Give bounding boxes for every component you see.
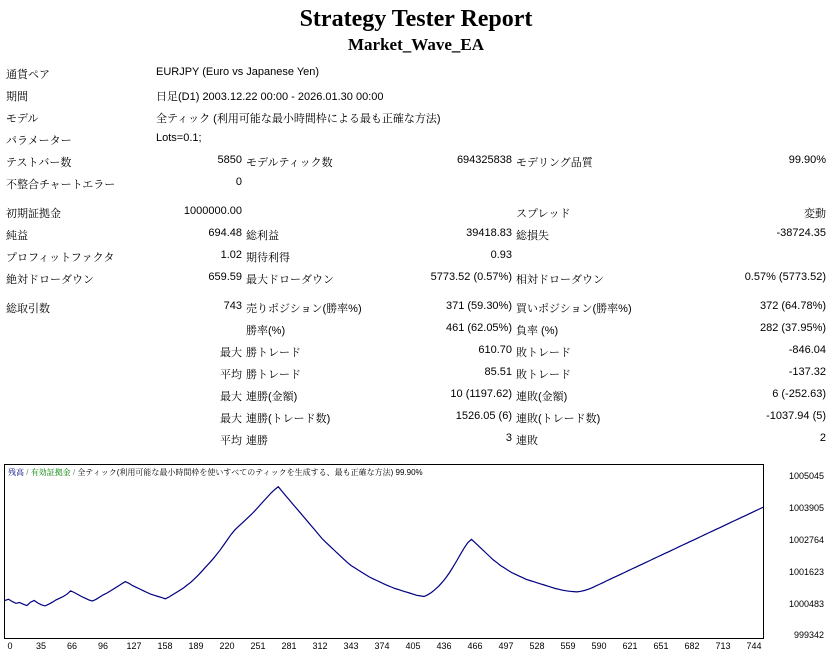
- spacer-cell: [4, 341, 154, 363]
- spacer-cell: [4, 319, 154, 341]
- avg-consec-losses-value: 2: [819, 432, 827, 444]
- avg-consec-wins-label: 連勝: [246, 435, 268, 447]
- x-tick-24: 744: [746, 641, 762, 651]
- x-tick-21: 651: [653, 641, 669, 651]
- x-tick-17: 528: [529, 641, 545, 651]
- short-positions-label: 売りポジション(勝率%): [246, 303, 362, 315]
- spread-value: 変動: [804, 208, 827, 220]
- parameters-label: パラメーター: [6, 135, 72, 147]
- y-tick-2: 1002764: [788, 535, 824, 545]
- gross-loss-label: 総損失: [516, 230, 549, 242]
- report-table: [4, 63, 828, 451]
- profit-factor-value: 1.02: [220, 249, 242, 261]
- period-value: 日足(D1) 2003.12.22 00:00 - 2026.01.30 00:00: [156, 91, 384, 103]
- y-tick-5: 999342: [793, 630, 824, 640]
- x-tick-14: 436: [436, 641, 452, 651]
- absolute-dd-value: 659.59: [208, 271, 242, 283]
- symbol-label: 通貨ペア: [6, 69, 50, 81]
- page-title: Strategy Tester Report: [299, 6, 533, 32]
- chart-x-axis: [4, 641, 764, 659]
- largest-loss-value: -846.04: [788, 344, 827, 356]
- x-tick-3: 96: [97, 641, 109, 651]
- bars-value: 5850: [217, 154, 242, 166]
- ticks-value: 694325838: [456, 154, 512, 166]
- x-tick-13: 405: [405, 641, 421, 651]
- maximal-consec-profit-label: 連勝(トレード数): [246, 413, 331, 425]
- chart-y-axis: [766, 464, 824, 639]
- spacer-cell: [514, 173, 664, 195]
- max-consec-losses-value: 6 (-252.63): [772, 388, 827, 400]
- max-consec-wins-value: 10 (1197.62): [450, 388, 512, 400]
- table-row: [4, 151, 828, 173]
- expected-payoff-value: 0.93: [490, 249, 512, 261]
- equity-chart: [4, 464, 826, 664]
- spacer-cell: [4, 407, 154, 429]
- model-value: 全ティック (利用可能な最小時間枠による最も正確な方法): [156, 113, 441, 125]
- legend-separator-2: /: [72, 468, 76, 477]
- average-loss-label: 敗トレード: [516, 369, 571, 381]
- spacer-cell: [394, 195, 514, 224]
- x-tick-11: 343: [343, 641, 359, 651]
- page-subtitle: Market_Wave_EA: [348, 35, 484, 54]
- spacer-cell: [4, 429, 154, 451]
- long-positions-label: 買いポジション(勝率%): [516, 303, 632, 315]
- table-row: [4, 63, 828, 85]
- absolute-dd-label: 絶対ドローダウン: [6, 274, 94, 286]
- table-row: [4, 341, 828, 363]
- x-tick-12: 374: [374, 641, 390, 651]
- maximal-dd-value: 5773.52 (0.57%): [430, 271, 512, 283]
- table-row: [4, 173, 828, 195]
- max-consec-losses-label: 連敗(金額): [516, 391, 568, 403]
- largest-profit-label: 勝トレード: [246, 347, 301, 359]
- relative-dd-label: 相対ドローダウン: [516, 274, 604, 286]
- table-row: [4, 407, 828, 429]
- x-tick-23: 713: [715, 641, 731, 651]
- table-row: [4, 195, 828, 224]
- profit-trades-label: 勝率(%): [246, 325, 286, 337]
- model-label: モデル: [6, 113, 39, 125]
- net-profit-label: 純益: [6, 230, 28, 242]
- table-row: [4, 363, 828, 385]
- largest-loss-label: 敗トレード: [516, 347, 571, 359]
- x-tick-10: 312: [312, 641, 328, 651]
- table-row: [4, 385, 828, 407]
- x-tick-0: 0: [7, 641, 13, 651]
- report-page: [0, 6, 832, 670]
- average-profit-value: 85.51: [484, 366, 512, 378]
- parameters-value: Lots=0.1;: [156, 132, 202, 144]
- x-tick-5: 158: [157, 641, 173, 651]
- mismatch-label: 不整合チャートエラー: [6, 179, 116, 191]
- spacer-cell: [244, 173, 394, 195]
- mismatch-value: 0: [235, 176, 242, 188]
- gross-profit-value: 39418.83: [466, 227, 512, 239]
- long-positions-value: 372 (64.78%): [759, 300, 827, 312]
- largest-label: 最大: [220, 347, 242, 359]
- max-label: 最大: [220, 391, 242, 403]
- x-tick-16: 497: [498, 641, 514, 651]
- symbol-value: EURJPY (Euro vs Japanese Yen): [156, 66, 320, 78]
- period-label: 期間: [6, 91, 28, 103]
- table-row: [4, 429, 828, 451]
- relative-dd-value: 0.57% (5773.52): [744, 271, 827, 283]
- gross-loss-value: -38724.35: [776, 227, 827, 239]
- spacer-cell: [244, 195, 394, 224]
- ticks-label: モデルティック数: [246, 157, 333, 169]
- table-row: [4, 224, 828, 246]
- legend-equity-label: 有効証拠金: [30, 468, 71, 477]
- net-profit-value: 694.48: [208, 227, 242, 239]
- short-positions-value: 371 (59.30%): [445, 300, 512, 312]
- total-trades-label: 総取引数: [6, 303, 50, 315]
- total-trades-value: 743: [223, 300, 242, 312]
- table-row: [4, 319, 828, 341]
- spacer-cell: [154, 319, 244, 341]
- x-tick-6: 189: [188, 641, 204, 651]
- legend-balance-label: 残高: [8, 468, 24, 477]
- x-tick-8: 251: [250, 641, 266, 651]
- average-profit-label: 勝トレード: [246, 369, 301, 381]
- avg2-label: 平均: [220, 435, 242, 447]
- bars-label: テストバー数: [6, 157, 72, 169]
- chart-plot-area: [4, 464, 764, 639]
- profit-factor-label: プロフィットファクタ: [6, 252, 115, 264]
- spread-label: スプレッド: [516, 208, 571, 220]
- y-tick-0: 1005045: [788, 471, 824, 481]
- chart-legend: [8, 467, 423, 478]
- x-tick-7: 220: [219, 641, 235, 651]
- avg-consec-losses-label: 連敗: [516, 435, 538, 447]
- profit-trades-value: 461 (62.05%): [445, 322, 512, 334]
- x-tick-18: 559: [560, 641, 576, 651]
- table-row: [4, 129, 828, 151]
- table-row: [4, 246, 828, 268]
- quality-label: モデリング品質: [516, 157, 593, 169]
- maximal-dd-label: 最大ドローダウン: [246, 274, 334, 286]
- legend-separator: /: [26, 468, 29, 477]
- avg-consec-wins-value: 3: [505, 432, 512, 444]
- spacer-cell: [664, 246, 828, 268]
- x-tick-22: 682: [684, 641, 700, 651]
- legend-model-text: 全ティック(利用可能な最小時間枠を使いすべてのティックを生成する、最も正確な方法) 99.90%: [77, 468, 423, 477]
- spacer-cell: [4, 385, 154, 407]
- x-tick-2: 66: [66, 641, 78, 651]
- balance-curve: [5, 465, 763, 638]
- maximal-consec-profit-value: 1526.05 (6): [455, 410, 512, 422]
- spacer-cell: [4, 363, 154, 385]
- x-tick-20: 621: [622, 641, 638, 651]
- x-tick-1: 35: [35, 641, 47, 651]
- spacer-cell: [514, 246, 664, 268]
- table-row: [4, 85, 828, 107]
- x-tick-15: 466: [467, 641, 483, 651]
- loss-trades-value: 282 (37.95%): [759, 322, 827, 334]
- table-row: [4, 268, 828, 290]
- gross-profit-label: 総利益: [246, 230, 279, 242]
- y-tick-1: 1003905: [788, 503, 824, 513]
- x-tick-4: 127: [126, 641, 142, 651]
- maximal-consec-loss-value: -1037.94 (5): [766, 410, 827, 422]
- x-tick-9: 281: [281, 641, 297, 651]
- average-loss-value: -137.32: [788, 366, 827, 378]
- spacer-cell: [664, 173, 828, 195]
- largest-profit-value: 610.70: [478, 344, 512, 356]
- maximal-consec-loss-label: 連敗(トレード数): [516, 413, 601, 425]
- x-tick-19: 590: [591, 641, 607, 651]
- initial-deposit-value: 1000000.00: [183, 205, 242, 217]
- initial-deposit-label: 初期証拠金: [6, 208, 61, 220]
- max-consec-wins-label: 連勝(金額): [246, 391, 298, 403]
- y-tick-4: 1000483: [788, 599, 824, 609]
- spacer-cell: [394, 173, 514, 195]
- expected-payoff-label: 期待利得: [246, 252, 290, 264]
- quality-value: 99.90%: [788, 154, 827, 166]
- average-label: 平均: [220, 369, 242, 381]
- y-tick-3: 1001623: [788, 567, 824, 577]
- table-row: [4, 290, 828, 319]
- loss-trades-label: 負率 (%): [516, 325, 559, 337]
- max2-label: 最大: [220, 413, 242, 425]
- table-row: [4, 107, 828, 129]
